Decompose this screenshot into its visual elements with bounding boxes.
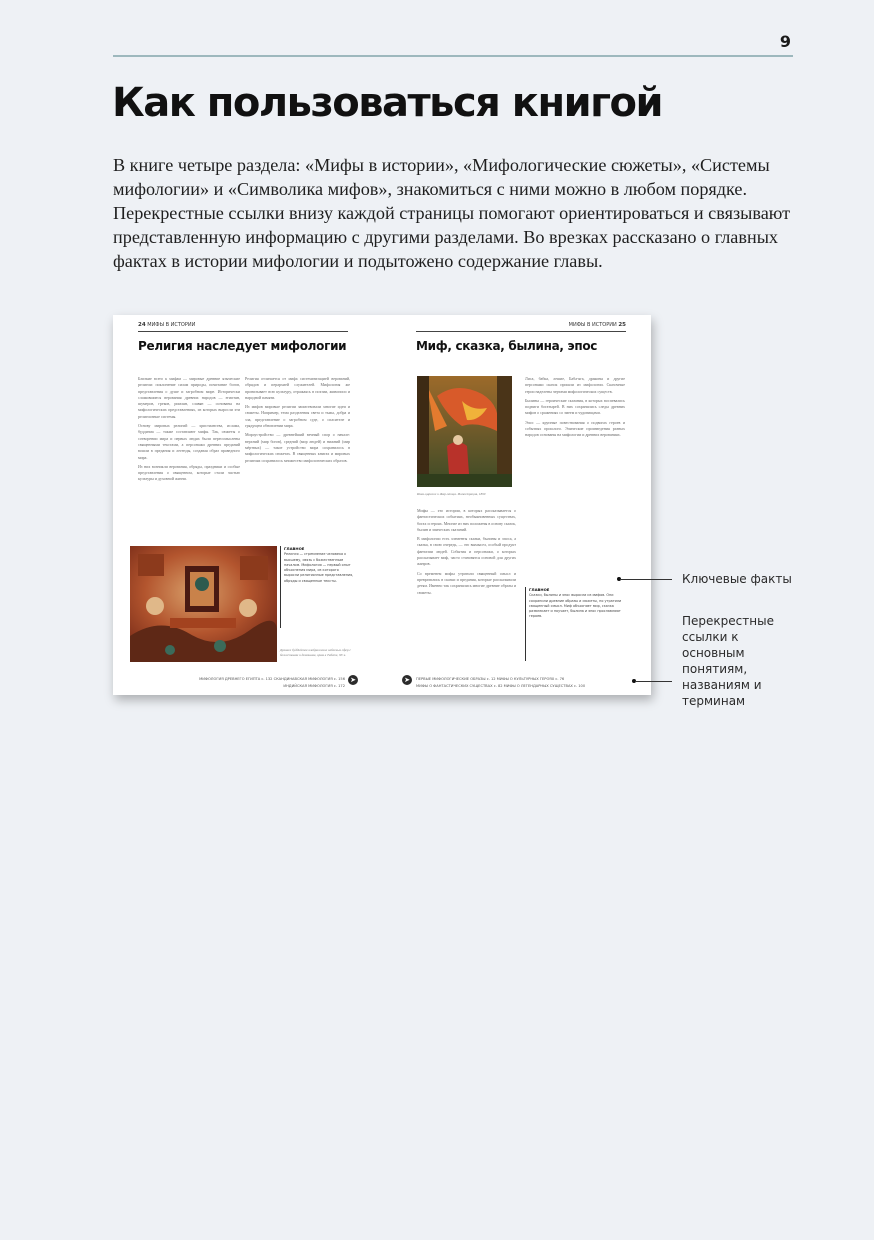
right-page	[382, 315, 651, 695]
tibetan-painting-image	[130, 546, 277, 662]
key-facts-pointer-line	[620, 579, 672, 580]
left-col2-para: Религия отличается от мифа систематизацией верований, обрядов и иерархией служителей. Мифология же пронизывает всю культуру, отражаясь в поэзии, живописи и народной памяти.	[245, 376, 350, 400]
right-col1-para: Со временем мифы утратили священный смысл и превратились в сказки и предания, которые рассказывали детям. Именно так сохранились многие древние образы и сюжеты.	[417, 570, 516, 595]
left-footer-line: ИНДИЙСКАЯ МИФОЛОГИЯ с. 172	[283, 684, 345, 688]
page-title: Как пользоваться книгой	[112, 80, 663, 126]
right-page-heading: Миф, сказка, былина, эпос	[416, 339, 598, 353]
right-column-1	[417, 508, 516, 666]
firebird-illustration-image	[417, 376, 512, 487]
right-footer-line: МИФЫ О ФАНТАСТИЧЕСКИХ СУЩЕСТВАХ с. 82 МИФЫ О ЛЕГЕНДАРНЫХ СУЩЕСТВАХ с. 100	[416, 684, 586, 688]
left-col2-para: Из мифов мировые религии заимствовали многие идеи и сюжеты. Например, тема разделения света и тьмы, добра и зла, представление о загробном суде, о спасителе и грядущем обновлении мира.	[245, 404, 350, 429]
left-image-caption: Древнее буддийское изображение небесных сфер с божествами и демонами, храм в Тибете, XV в.	[280, 648, 351, 657]
book-spread-example	[113, 315, 651, 695]
left-page-number: 24	[138, 322, 146, 328]
right-col2-para: Лиса, бабка, лешие, Баба-яга, драконы и другие персонажи сказок пришли из мифологии. Сказочные герои наделены чертами мифологических существ.	[525, 376, 625, 394]
left-facts-text: Религия — стремление человека к высшему, связь с божественным началом. Мифология — первый опыт объяснения мира, из которого выросли религиозные представления, обряды и священные тексты.	[284, 552, 354, 583]
right-col2-para: Былины — героические сказания, в которых воспевались подвиги богатырей. В них сохранились следы древних мифов о сражениях со змеем и чудовищами.	[525, 397, 625, 416]
intro-paragraph: В книге четыре раздела: «Мифы в истории», «Мифологические сюжеты», «Системы мифологии» и «Символика мифов», знакомиться с ними можно в любом порядке. Перекрестные ссылки внизу каждой страницы помогают ориентироваться и связывают представленную информацию с другими разделами. Во врезках рассказано о главных фактах в истории мифологии и подытожено содержание главы.	[113, 155, 791, 271]
left-key-facts-box	[280, 546, 354, 628]
right-key-facts-box	[525, 587, 627, 661]
left-col1-para: Основу мировых религий — христианства, ислама, буддизма — также составляют мифы. Так, сюжеты о сотворении мира и первых людях были переосмыслены священными текстами, а персонажи древних преданий вошли в предания и легенды, создавая образ праведного мира.	[138, 423, 240, 460]
cross-refs-pointer-line	[635, 681, 672, 682]
left-section-name: МИФЫ В ИСТОРИИ	[147, 322, 196, 328]
right-facts-title: ГЛАВНОЕ	[529, 587, 550, 592]
left-running-head	[138, 322, 195, 328]
arrow-right-icon: ➤	[348, 675, 358, 685]
left-cross-refs	[195, 676, 345, 690]
right-col1-para: Мифы — это истории, в которых рассказывается о фантастических событиях, необыкновенных существах, богах и героях. Многие из них положены в основу сказок, былин и эпических сказаний.	[417, 508, 516, 532]
left-head-rule	[138, 331, 348, 332]
left-column-1	[138, 376, 240, 544]
left-col2-para: Мироустройство — древнейший вечный спор о начале: верхний (мир богов), средний (мир людей) и нижний (мир мёртвых) — такое устройство мира сохранилось в мифологических сюжетах. В священных книгах и мировых религиях сохранилось множество мифологических образов.	[245, 432, 350, 463]
right-cross-refs	[416, 676, 585, 690]
right-footer-line: ПЕРВЫЕ МИФОЛОГИЧЕСКИЕ ОБРАЗЫ с. 12 МИФЫ О КУЛЬТУРНЫХ ГЕРОЯХ с. 76	[416, 677, 565, 681]
left-column-2	[245, 376, 350, 544]
cross-refs-callout: Перекрестные ссылки к основным понятиям, названиям и терминам	[682, 614, 774, 708]
arrow-right-icon: ➤	[402, 675, 412, 685]
right-section-name: МИФЫ В ИСТОРИИ	[568, 322, 617, 328]
left-col1-para: Близкие всего к мифам — мировые древние языческие религии: поклонение силам природы, почитание богов, представления о душе и загробном мире. Исторически сложившиеся верования древних народов — египтян, шумеров, греков, римлян, славян — основаны на мифологических представлениях, из которых выросли эти религиозные системы.	[138, 376, 240, 419]
right-col1-para: В мифологии есть элементы сказки, былины и эпоса, а сказка, в свою очередь, — это вымысел, особый продукт фантазии людей. События и персонажи, о которых рассказывает миф, часто становятся основой для других жанров.	[417, 536, 516, 567]
right-page-number: 25	[618, 322, 626, 328]
right-image-caption: Иван-царевич и Жар-птица. Иллюстрация, 1899	[417, 492, 486, 496]
right-column-2	[525, 376, 625, 582]
left-page	[113, 315, 382, 695]
right-facts-text: Сказки, былины и эпос выросли из мифов. Они сохранили древние образы и сюжеты, но утратили священный смысл. Миф объясняет мир, сказка развлекает и поучает, былина и эпос прославляют героев.	[529, 593, 622, 619]
right-col2-para: Эпос — крупные повествования о подвигах героев и событиях прошлого. Эпические произведения разных народов основаны на мифологии и древних верованиях.	[525, 419, 625, 438]
right-head-rule	[416, 331, 626, 332]
left-footer-line: МИФОЛОГИЯ ДРЕВНЕГО ЕГИПТА с. 132 СКАНДИНАВСКАЯ МИФОЛОГИЯ с. 156	[199, 677, 345, 681]
top-rule	[113, 55, 793, 57]
left-page-heading: Религия наследует мифологии	[138, 339, 347, 353]
right-running-head	[569, 322, 626, 328]
key-facts-callout: Ключевые факты	[682, 572, 792, 586]
page-number: 9	[779, 32, 791, 51]
left-col1-para: Из них возникли верования, обряды, праздники и особые представления о священном, которые стали частью культуры и духовной жизни.	[138, 463, 240, 482]
left-facts-title: ГЛАВНОЕ	[284, 546, 305, 551]
